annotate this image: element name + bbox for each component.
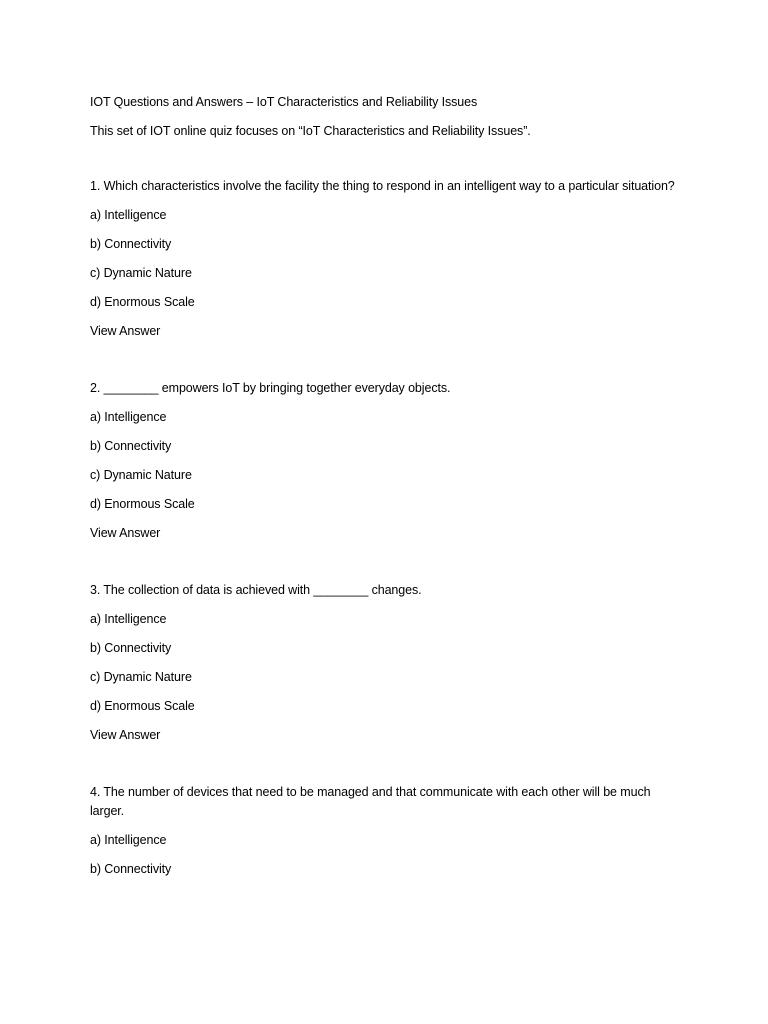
view-answer-link[interactable]: View Answer [90, 324, 161, 338]
view-answer-link[interactable]: View Answer [90, 728, 161, 742]
option-a: a) Intelligence [90, 833, 167, 847]
question-1 [90, 177, 680, 341]
option-c: c) Dynamic Nature [90, 670, 192, 684]
option-a: a) Intelligence [90, 208, 167, 222]
view-answer-link[interactable]: View Answer [90, 526, 161, 540]
option-d: d) Enormous Scale [90, 497, 195, 511]
document-page [90, 93, 680, 917]
option-d: d) Enormous Scale [90, 699, 195, 713]
option-b: b) Connectivity [90, 237, 172, 251]
question-text: 1. Which characteristics involve the facility the thing to respond in an intelligent way to a particular situation? [90, 179, 675, 193]
option-b: b) Connectivity [90, 439, 172, 453]
intro-block [90, 93, 680, 141]
document-title: IOT Questions and Answers – IoT Characteristics and Reliability Issues [90, 95, 478, 109]
option-c: c) Dynamic Nature [90, 266, 192, 280]
question-text: 3. The collection of data is achieved with ________ changes. [90, 583, 422, 597]
question-3 [90, 581, 680, 745]
option-b: b) Connectivity [90, 862, 172, 876]
option-b: b) Connectivity [90, 641, 172, 655]
question-text: 2. ________ empowers IoT by bringing together everyday objects. [90, 381, 451, 395]
option-a: a) Intelligence [90, 612, 167, 626]
option-d: d) Enormous Scale [90, 295, 195, 309]
option-c: c) Dynamic Nature [90, 468, 192, 482]
option-a: a) Intelligence [90, 410, 167, 424]
question-2 [90, 379, 680, 543]
question-text: 4. The number of devices that need to be managed and that communicate with each other will be much larger. [90, 785, 651, 818]
question-4 [90, 783, 680, 879]
document-intro: This set of IOT online quiz focuses on “IoT Characteristics and Reliability Issues”. [90, 124, 531, 138]
